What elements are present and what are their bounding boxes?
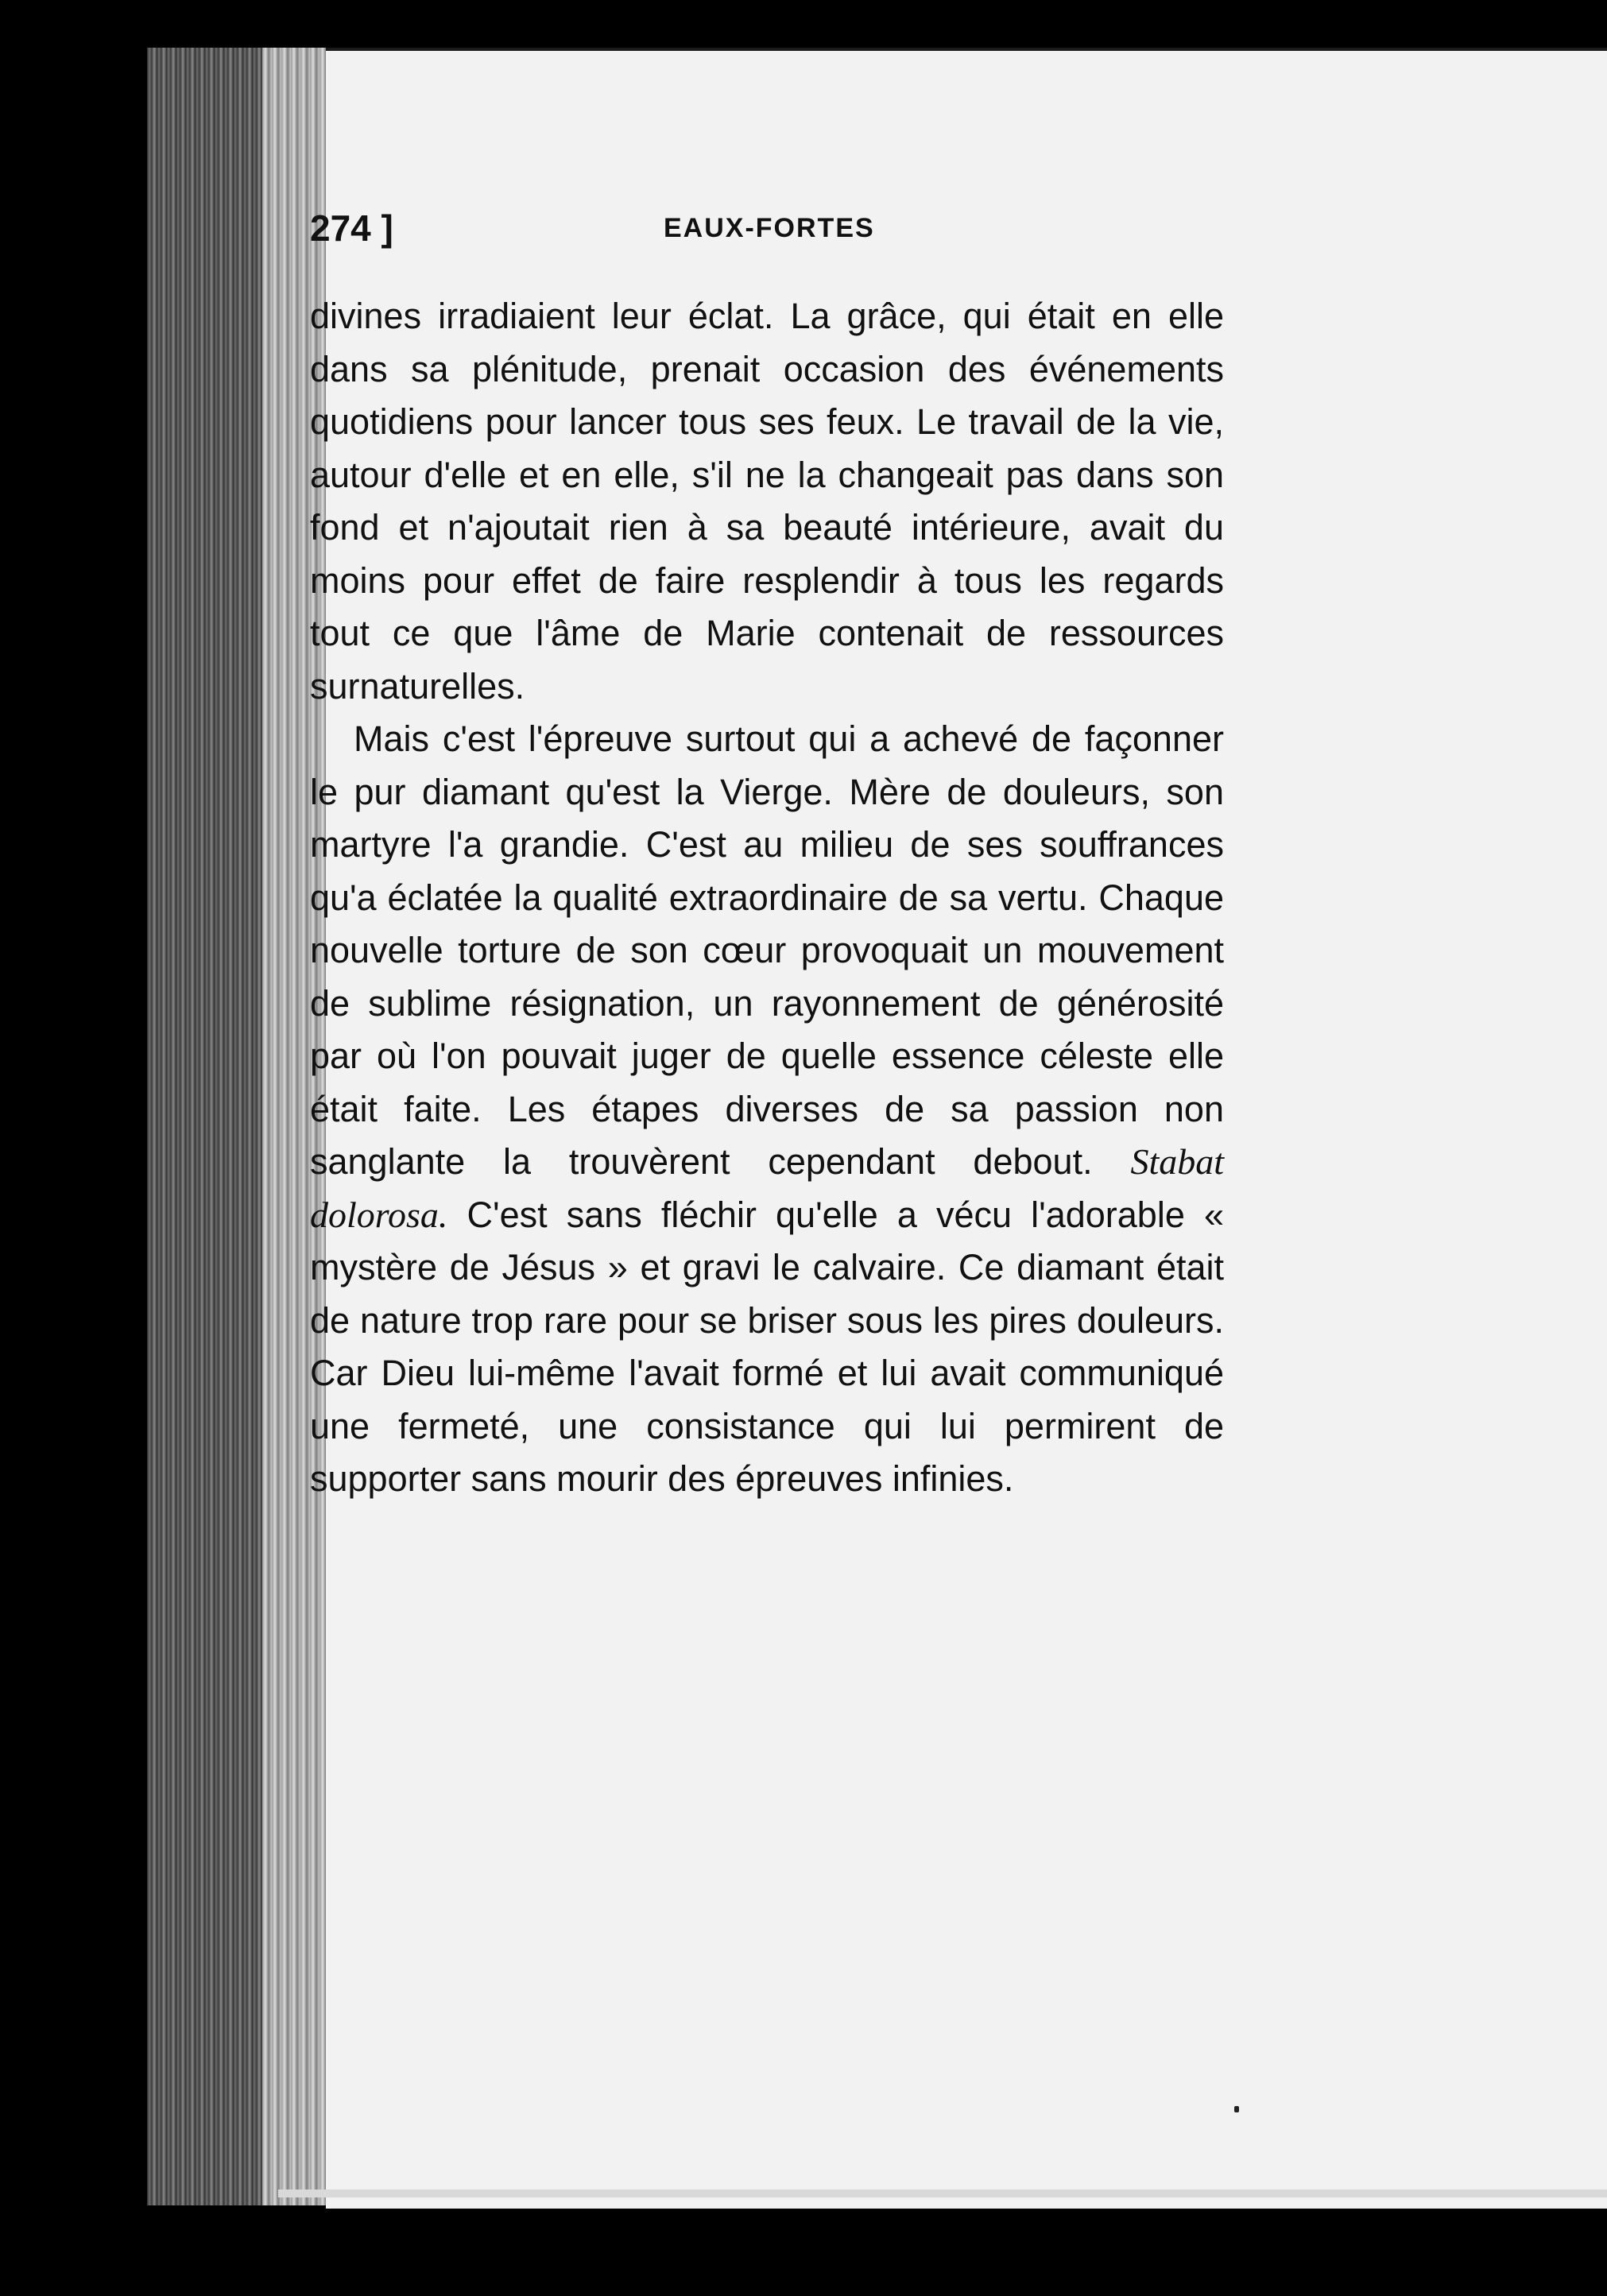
page-bottom-edge — [278, 2190, 1607, 2197]
ink-speck — [1234, 2106, 1239, 2112]
paragraph-1 — [310, 290, 1224, 713]
paragraph-2 — [310, 713, 1224, 1506]
page-number: 274 ] — [310, 207, 393, 249]
paragraph-text: C'est sans fléchir qu'elle a vécu l'adorable « mystère de Jésus » et gravi le calvaire. Ce diamant était de nature trop rare pour se briser sous les pires douleurs. Car Dieu lui-même l'avait formé et lui avait communiqué une fermeté, une consistance qui lui permirent de supporter sans mourir des épreuves infinies. — [310, 1194, 1224, 1499]
paragraph-text: Mais c'est l'épreuve surtout qui a achevé de façonner le pur diamant qu'est la Vierge. Mère de douleurs, son martyre l'a grandie. C'est au milieu de ses souffrances qu'a éclatée la qualité extraordinaire de sa vertu. Chaque nouvelle torture de son cœur provoquait un mouvement de sublime résignation, un rayonnement de générosité par où l'on pouvait juger de quelle essence céleste elle était faite. Les étapes diverses de sa passion non sanglante la trouvèrent cependant debout. — [310, 718, 1224, 1182]
body-text — [310, 290, 1224, 1506]
italic-phrase: Stabat dolorosa. — [310, 1141, 1224, 1235]
paragraph-text: divines irradiaient leur éclat. La grâce, qui était en elle dans sa plénitude, prenait occasion des événements quotidiens pour lancer tous ses feux. Le travail de la vie, autour d'elle et en elle, s'il ne la changeait pas dans son fond et n'ajoutait rien à sa beauté intérieure, avait du moins pour effet de faire resplendir à tous les regards tout ce que l'âme de Marie contenait de ressources surnaturelles. — [310, 296, 1224, 707]
running-head: EAUX-FORTES — [664, 213, 875, 243]
page-header — [310, 207, 1224, 270]
